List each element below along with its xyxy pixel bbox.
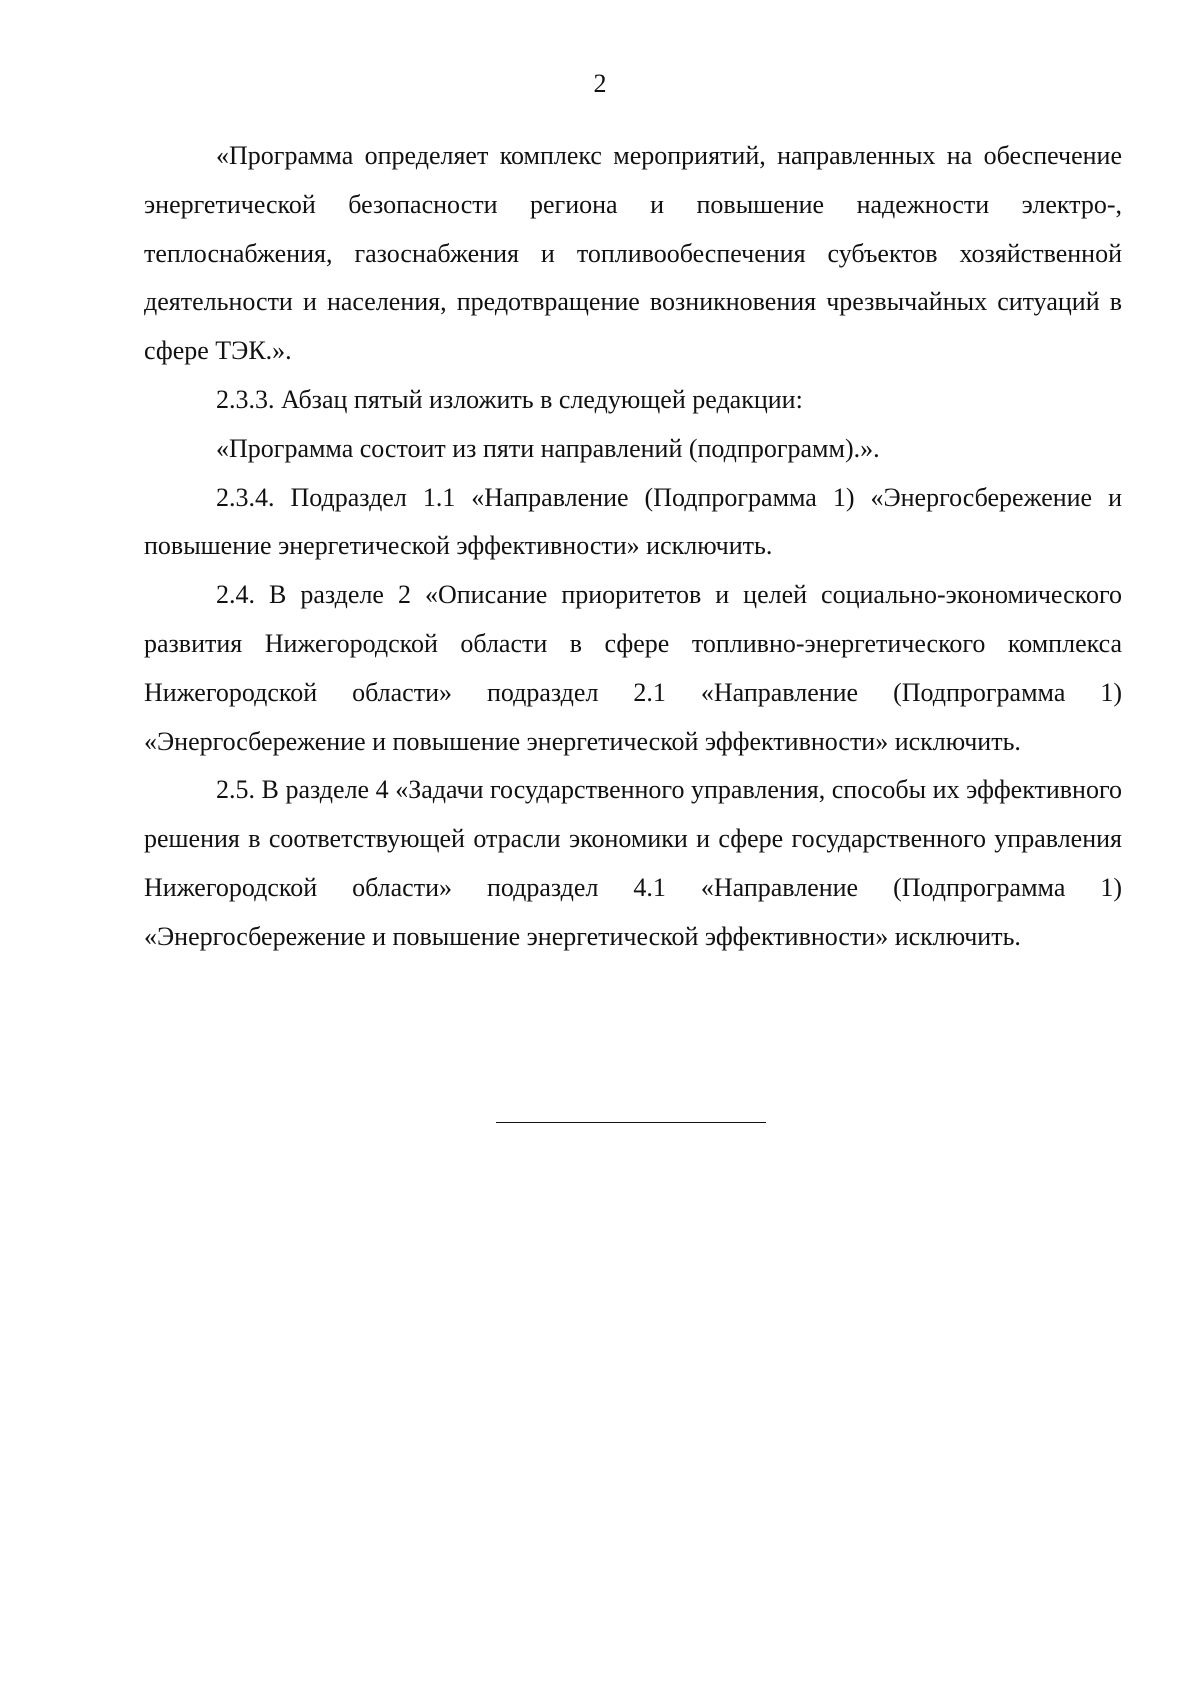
paragraph-2-4: 2.4. В разделе 2 «Описание приоритетов и целей социально-экономического развития Нижегородской области в сфере топливно-энергетического комплекса Нижегородской области» подраздел 2.1 «Направление (Подпрограмма 1) «Энергосбережение и повышение энергетической эффективности» исключить. [144,580,1122,756]
paragraph-2-3-4: 2.3.4. Подраздел 1.1 «Направление (Подпрограмма 1) «Энергосбережение и повышение энергетической эффективности» исключить. [144,482,1122,561]
paragraph-program-structure: «Программа состоит из пяти направлений (подпрограмм).». [216,433,880,463]
page-number: 2 [593,69,607,98]
paragraph-2-5: 2.5. В разделе 4 «Задачи государственного управления, способы их эффективного решения в соответствующей отрасли экономики и сфере государственного управления Нижегородской области» подраздел 4.1 «Направление (Подпрограмма 1) «Энергосбережение и повышение энергетической эффективности» исключить. [144,775,1122,951]
paragraph-program-description: «Программа определяет комплекс мероприятий, направленных на обеспечение энергетической безопасности региона и повышение надежности электро-, теплоснабжения, газоснабжения и топливообеспечения субъектов хозяйственной деятельности и населения, предотвращение возникновения чрезвычайных ситуаций в сфере ТЭК.». [144,141,1122,366]
paragraph-2-3-3: 2.3.3. Абзац пятый изложить в следующей редакции: [216,384,803,414]
end-separator-line [496,1122,766,1123]
document-body [144,132,1122,962]
